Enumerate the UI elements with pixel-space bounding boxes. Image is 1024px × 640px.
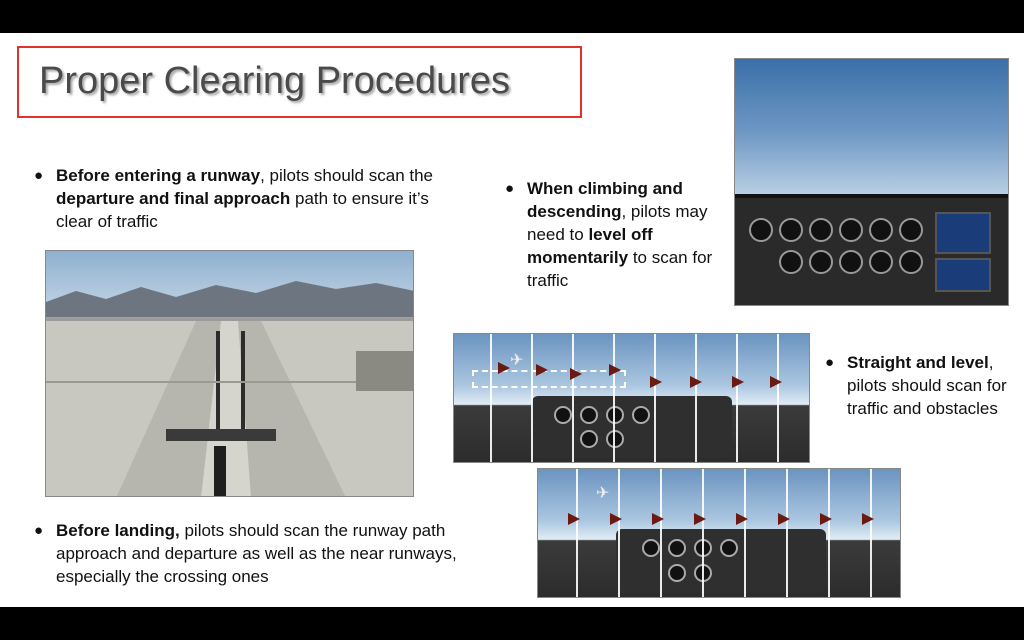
letterbox-top bbox=[0, 0, 1024, 33]
cockpit-photo bbox=[734, 58, 1009, 306]
bullet-bold-text: When climbing and descending bbox=[527, 179, 683, 221]
gauge-icon bbox=[809, 250, 833, 274]
scan-arrow-icon bbox=[609, 364, 621, 376]
bullet-dot: ● bbox=[34, 522, 44, 539]
slide-title: Proper Clearing Procedures bbox=[39, 60, 511, 102]
scan-divider bbox=[531, 334, 533, 462]
scan-divider bbox=[660, 469, 662, 597]
scan-divider bbox=[576, 469, 578, 597]
scan-divider bbox=[736, 334, 738, 462]
bullet-bold-text: departure and final approach bbox=[56, 189, 291, 208]
scan-strip-photo bbox=[453, 333, 810, 463]
gauge-icon bbox=[642, 539, 660, 557]
gauge-icon bbox=[809, 218, 833, 242]
scan-arrow-icon bbox=[690, 376, 702, 388]
scan-arrow-icon bbox=[498, 362, 510, 374]
title-box bbox=[17, 46, 582, 118]
scan-divider bbox=[828, 469, 830, 597]
scan-arrow-icon bbox=[650, 376, 662, 388]
bullet-text: , pilots should scan the bbox=[260, 166, 434, 185]
letterbox-bottom bbox=[0, 607, 1024, 640]
scan-divider bbox=[613, 334, 615, 462]
mountains-graphic bbox=[46, 277, 414, 317]
scan-divider bbox=[744, 469, 746, 597]
bullet-text: , pilots should scan for traffic and obstacles bbox=[847, 353, 1007, 418]
gauge-icon bbox=[632, 406, 650, 424]
airplane-icon: ✈ bbox=[510, 352, 524, 369]
scan-arrow-icon bbox=[820, 513, 832, 525]
scan-arrow-icon bbox=[652, 513, 664, 525]
gauge-icon bbox=[580, 406, 598, 424]
scan-arrow-icon bbox=[732, 376, 744, 388]
scan-arrow-icon bbox=[536, 364, 548, 376]
scan-divider bbox=[695, 334, 697, 462]
scan-arrow-icon bbox=[770, 376, 782, 388]
bullet-dot: ● bbox=[825, 354, 835, 371]
scan-arrow-icon bbox=[778, 513, 790, 525]
runway-graphic bbox=[46, 321, 414, 497]
bullet-before-entering-runway bbox=[34, 164, 436, 233]
gauge-icon bbox=[580, 430, 598, 448]
scan-divider bbox=[786, 469, 788, 597]
gauge-icon bbox=[554, 406, 572, 424]
gauge-icon bbox=[668, 564, 686, 582]
scan-divider bbox=[618, 469, 620, 597]
bullet-dot: ● bbox=[505, 180, 515, 197]
gauge-icon bbox=[839, 250, 863, 274]
bullet-bold-text: level off momentarily bbox=[527, 225, 653, 267]
gauge-icon bbox=[606, 406, 624, 424]
scan-arrow-icon bbox=[694, 513, 706, 525]
gauge-icon bbox=[869, 218, 893, 242]
airplane-icon: ✈ bbox=[596, 485, 610, 502]
scan-arrow-icon bbox=[568, 513, 580, 525]
bullet-text: to scan for traffic bbox=[527, 248, 713, 290]
bullet-bold-text: Before landing, bbox=[56, 521, 180, 540]
scan-divider bbox=[654, 334, 656, 462]
gauge-icon bbox=[720, 539, 738, 557]
scan-path-box bbox=[472, 370, 626, 388]
bullet-dot: ● bbox=[34, 167, 44, 184]
avionics-screen bbox=[935, 212, 991, 254]
gauge-icon bbox=[779, 218, 803, 242]
runway-photo bbox=[45, 250, 414, 497]
gauge-icon bbox=[606, 430, 624, 448]
scan-strip-photo bbox=[537, 468, 901, 598]
bullet-bold-text: Before entering a runway bbox=[56, 166, 261, 185]
gauge-icon bbox=[899, 250, 923, 274]
avionics-screen bbox=[935, 258, 991, 292]
gauge-icon bbox=[668, 539, 686, 557]
bullet-climbing-descending bbox=[505, 177, 727, 292]
scan-arrow-icon bbox=[736, 513, 748, 525]
gauge-icon bbox=[839, 218, 863, 242]
gauge-icon bbox=[779, 250, 803, 274]
bullet-text: , pilots may need to bbox=[527, 202, 708, 244]
bullet-before-landing bbox=[34, 519, 496, 588]
bullet-straight-and-level bbox=[825, 351, 1023, 420]
scan-divider bbox=[777, 334, 779, 462]
scan-arrow-icon bbox=[570, 368, 582, 380]
scan-divider bbox=[490, 334, 492, 462]
gauge-icon bbox=[749, 218, 773, 242]
bullet-text: pilots should scan the runway path approach and departure as well as the near runways, especially the crossing ones bbox=[56, 521, 457, 586]
scan-arrow-icon bbox=[862, 513, 874, 525]
scan-divider bbox=[572, 334, 574, 462]
scan-divider bbox=[702, 469, 704, 597]
instrument-panel bbox=[735, 194, 1009, 306]
gauge-icon bbox=[869, 250, 893, 274]
scan-divider bbox=[870, 469, 872, 597]
slide bbox=[0, 33, 1024, 607]
bullet-bold-text: Straight and level bbox=[847, 353, 989, 372]
bullet-text: path to ensure it’s clear of traffic bbox=[56, 189, 429, 231]
scan-arrow-icon bbox=[610, 513, 622, 525]
gauge-icon bbox=[899, 218, 923, 242]
